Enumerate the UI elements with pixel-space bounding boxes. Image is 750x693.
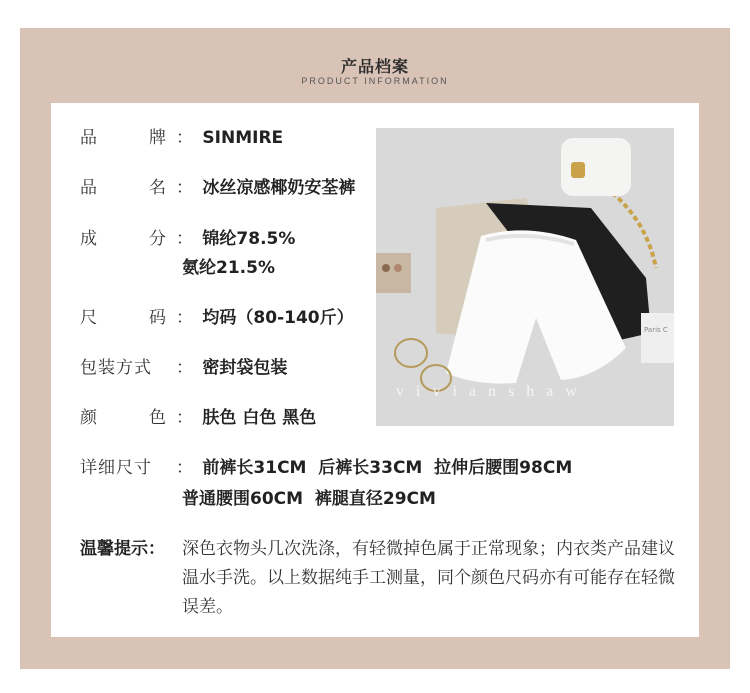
spec-row-packaging bbox=[80, 354, 287, 383]
spec-value-dimensions-2: 普通腰围60CM 裤腿直径29CM bbox=[182, 489, 436, 509]
photo-watermark: vivianshaw bbox=[396, 383, 589, 400]
spec-row-name bbox=[80, 174, 355, 203]
spec-value-color: 肤色 白色 黑色 bbox=[202, 408, 317, 428]
tip-text: 深色衣物头几次洗涤，有轻微掉色属于正常现象；内衣类产品建议温水手洗。以上数据纯手工测量，同个颜色尺码亦有可能存在轻微误差。 bbox=[182, 539, 675, 617]
spec-label-material: 成 分 bbox=[80, 229, 166, 249]
spec-value-material-1: 锦纶78.5% bbox=[202, 229, 296, 249]
spec-value-name: 冰丝凉感椰奶安荃裤 bbox=[202, 178, 356, 198]
section-title: 产品档案 bbox=[340, 57, 409, 76]
spec-value-brand: SINMIRE bbox=[202, 128, 284, 148]
spec-label-brand: 品 牌 bbox=[80, 128, 166, 148]
spec-label-size: 尺 码 bbox=[80, 308, 166, 328]
spec-row-material-2 bbox=[182, 254, 275, 283]
spec-colon: ： bbox=[176, 178, 193, 198]
spec-colon: ： bbox=[176, 408, 193, 428]
spec-label-color: 颜 色 bbox=[80, 408, 166, 428]
spec-colon: ： bbox=[176, 128, 193, 148]
spec-label-dimensions: 详细尺寸 bbox=[80, 458, 152, 478]
spec-colon: ： bbox=[176, 458, 193, 478]
spec-label-packaging: 包装方式 bbox=[80, 358, 152, 378]
spec-row-dimensions-2 bbox=[182, 485, 436, 514]
spec-colon: ： bbox=[176, 308, 193, 328]
spec-value-material-2: 氨纶21.5% bbox=[182, 258, 275, 278]
product-photo bbox=[376, 128, 674, 426]
photo-card-text: Paris C bbox=[644, 326, 668, 334]
spec-row-dimensions bbox=[80, 454, 572, 483]
section-subtitle: PRODUCT INFORMATION bbox=[301, 76, 449, 86]
spec-colon: ： bbox=[176, 229, 193, 249]
spec-colon: ： bbox=[176, 358, 193, 378]
spec-value-packaging: 密封袋包装 bbox=[202, 358, 288, 378]
spec-row-brand bbox=[80, 124, 283, 153]
spec-value-size: 均码（80-140斤） bbox=[202, 308, 354, 328]
spec-row-color bbox=[80, 404, 316, 433]
spec-value-dimensions-1: 前裤长31CM 后裤长33CM 拉伸后腰围98CM bbox=[202, 458, 573, 478]
spec-row-material bbox=[80, 225, 295, 254]
spec-label-name: 品 名 bbox=[80, 178, 166, 198]
spec-row-size bbox=[80, 304, 354, 333]
tip-label: 温馨提示： bbox=[80, 539, 165, 559]
